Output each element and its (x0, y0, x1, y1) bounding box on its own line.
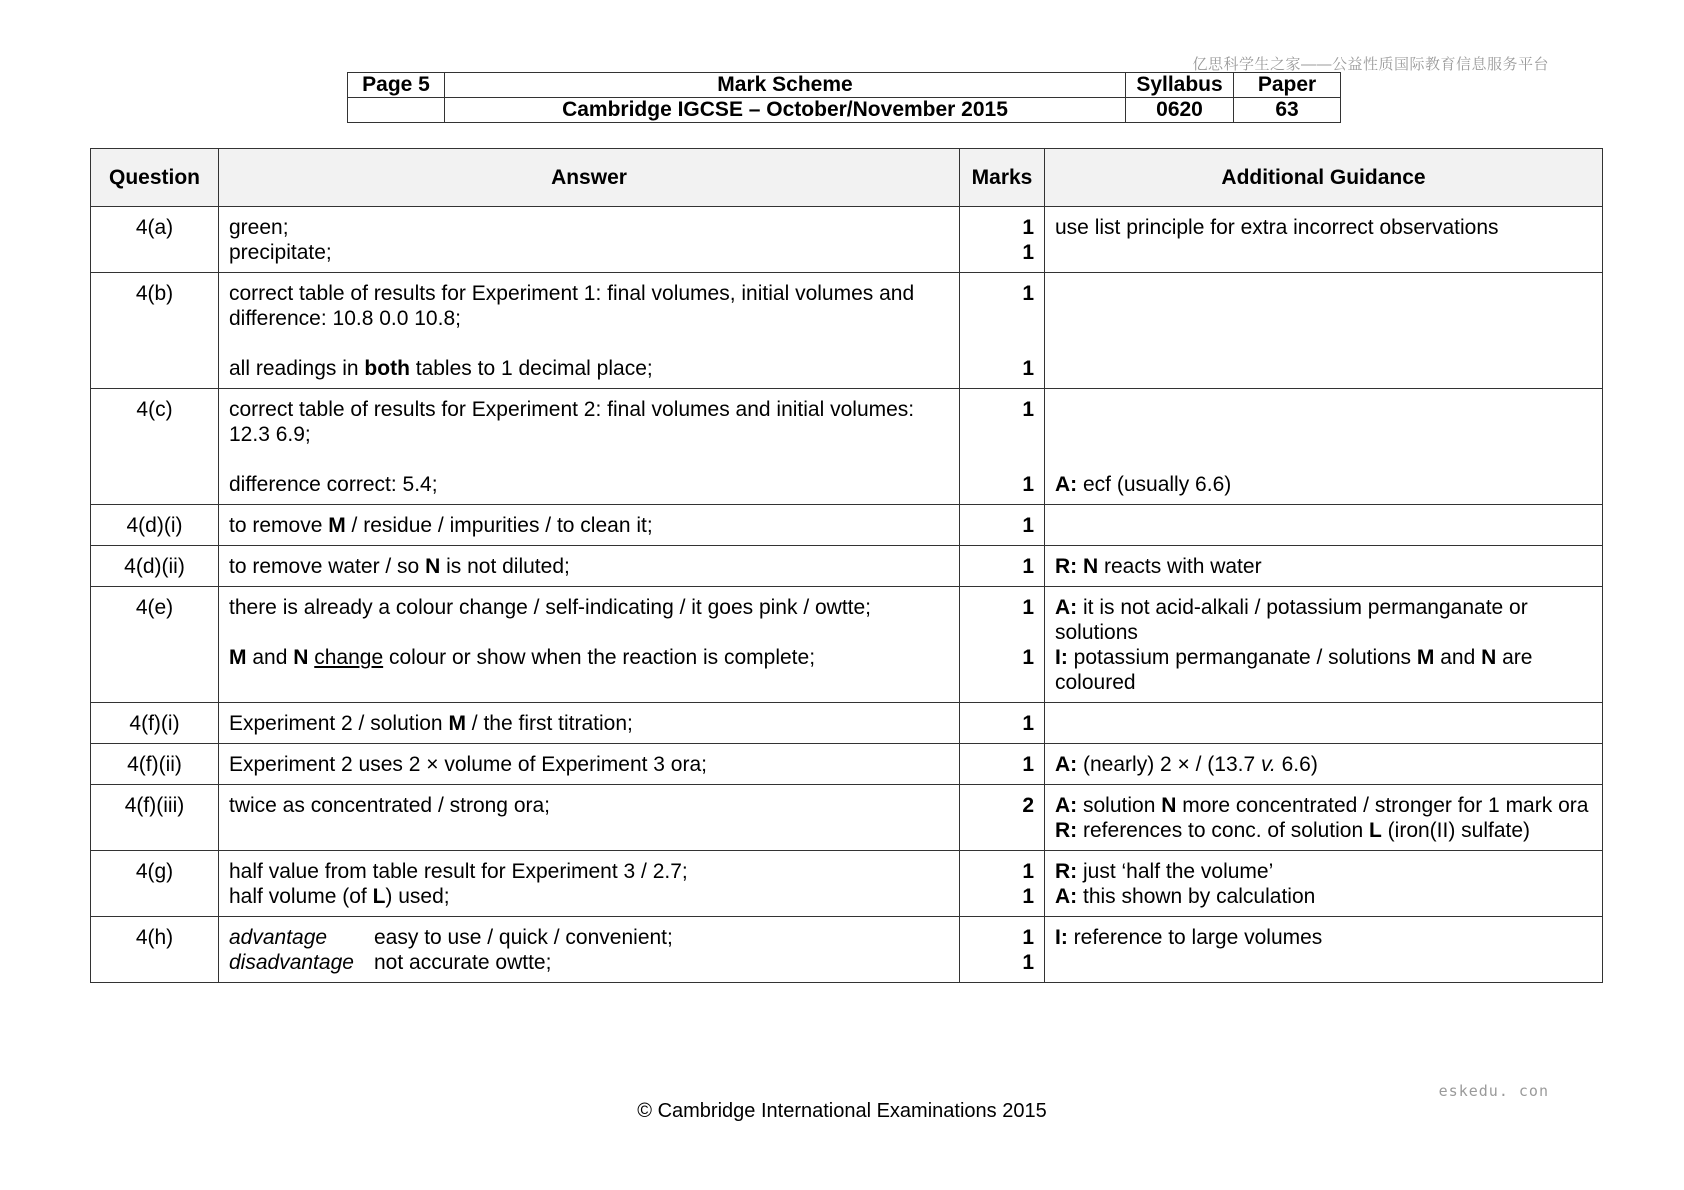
answer-cell: Experiment 2 uses 2 × volume of Experiment 3 ora; (219, 744, 960, 785)
marks-cell: 1 (960, 744, 1045, 785)
question-number: 4(f)(ii) (91, 744, 219, 785)
answer-line: green; (229, 216, 289, 239)
table-row (91, 587, 1603, 703)
marks-cell: 2 (960, 785, 1045, 851)
guidance-cell: R: N reacts with water (1045, 546, 1603, 587)
answer-line: all readings in both tables to 1 decimal place; (229, 357, 653, 380)
guidance-line: A: it is not acid-alkali / potassium permanganate or solutions (1055, 596, 1528, 644)
guidance-cell (1045, 587, 1603, 703)
question-number: 4(c) (91, 389, 219, 505)
header-table (347, 72, 1341, 123)
table-row (91, 851, 1603, 917)
mark-scheme-table (90, 148, 1603, 983)
table-row (91, 389, 1603, 505)
question-number: 4(b) (91, 273, 219, 389)
mark: 1 (1022, 241, 1034, 264)
answer-line: disadvantage not accurate owtte; (229, 951, 552, 974)
guidance-line: I: potassium permanganate / solutions M and N are coloured (1055, 646, 1533, 694)
question-number: 4(h) (91, 917, 219, 983)
paper-number: 63 (1234, 98, 1341, 123)
mark: 1 (1022, 885, 1034, 908)
answer-cell (219, 207, 960, 273)
table-row (91, 744, 1603, 785)
table-row (91, 546, 1603, 587)
document-subtitle: Cambridge IGCSE – October/November 2015 (445, 98, 1126, 123)
answer-cell: Experiment 2 / solution M / the first titration; (219, 703, 960, 744)
column-header-question: Question (91, 149, 219, 207)
answer-cell (219, 389, 960, 505)
table-row (91, 703, 1603, 744)
marks-cell (960, 273, 1045, 389)
answer-line: difference correct: 5.4; (229, 473, 438, 496)
guidance-line: A: ecf (usually 6.6) (1055, 473, 1232, 496)
marks-cell: 1 (960, 703, 1045, 744)
answer-cell (219, 851, 960, 917)
mark: 1 (1022, 926, 1034, 949)
guidance-line: A: solution N more concentrated / stronger for 1 mark ora (1055, 794, 1589, 817)
guidance-cell (1045, 785, 1603, 851)
answer-line: precipitate; (229, 241, 332, 264)
blank-cell (348, 98, 445, 123)
answer-line: correct table of results for Experiment 2: final volumes and initial volumes: 12.3 6.9; (229, 398, 915, 446)
guidance-cell (1045, 505, 1603, 546)
marks-cell (960, 917, 1045, 983)
column-header-answer: Answer (219, 149, 960, 207)
mark: 1 (1022, 282, 1034, 305)
mark: 1 (1022, 473, 1034, 496)
syllabus-code: 0620 (1126, 98, 1234, 123)
column-header-guidance: Additional Guidance (1045, 149, 1603, 207)
guidance-line: R: just ‘half the volume’ (1055, 860, 1274, 883)
table-row (91, 505, 1603, 546)
marks-cell (960, 207, 1045, 273)
answer-cell (219, 273, 960, 389)
column-header-marks: Marks (960, 149, 1045, 207)
table-row (91, 917, 1603, 983)
answer-cell: to remove M / residue / impurities / to clean it; (219, 505, 960, 546)
footer-copyright: © Cambridge International Examinations 2015 (637, 1100, 1047, 1122)
answer-line: there is already a colour change / self-indicating / it goes pink / owtte; (229, 596, 872, 619)
guidance-cell (1045, 207, 1603, 273)
question-number: 4(g) (91, 851, 219, 917)
answer-line: half volume (of L) used; (229, 885, 450, 908)
mark: 1 (1022, 398, 1034, 421)
marks-cell (960, 587, 1045, 703)
table-header-row (91, 149, 1603, 207)
question-number: 4(a) (91, 207, 219, 273)
mark: 1 (1022, 596, 1034, 619)
answer-line: M and N change colour or show when the reaction is complete; (229, 646, 816, 669)
guidance-cell (1045, 703, 1603, 744)
page-number: Page 5 (348, 73, 445, 98)
question-number: 4(d)(i) (91, 505, 219, 546)
answer-cell: to remove water / so N is not diluted; (219, 546, 960, 587)
guidance-cell: I: reference to large volumes (1045, 917, 1603, 983)
guidance-cell (1045, 389, 1603, 505)
paper-label: Paper (1234, 73, 1341, 98)
guidance-cell (1045, 273, 1603, 389)
watermark-top: 亿思科学生之家——公益性质国际教育信息服务平台 (1192, 56, 1549, 73)
answer-line: correct table of results for Experiment 1: final volumes, initial volumes and difference: 10.8 0.0 10.8; (229, 282, 915, 330)
answer-cell (219, 917, 960, 983)
answer-line: advantage easy to use / quick / convenient; (229, 926, 673, 949)
document-title: Mark Scheme (445, 73, 1126, 98)
watermark-bottom: eskedu. con (1438, 1082, 1549, 1100)
guidance-line: use list principle for extra incorrect observations (1055, 216, 1499, 239)
table-row (91, 273, 1603, 389)
mark: 1 (1022, 216, 1034, 239)
marks-cell: 1 (960, 505, 1045, 546)
answer-line: half value from table result for Experiment 3 / 2.7; (229, 860, 688, 883)
question-number: 4(f)(iii) (91, 785, 219, 851)
question-number: 4(d)(ii) (91, 546, 219, 587)
mark: 1 (1022, 951, 1034, 974)
guidance-cell: A: (nearly) 2 × / (13.7 v. 6.6) (1045, 744, 1603, 785)
answer-cell (219, 587, 960, 703)
answer-cell: twice as concentrated / strong ora; (219, 785, 960, 851)
question-number: 4(f)(i) (91, 703, 219, 744)
table-row (91, 207, 1603, 273)
syllabus-label: Syllabus (1126, 73, 1234, 98)
guidance-line: A: this shown by calculation (1055, 885, 1316, 908)
marks-cell (960, 389, 1045, 505)
guidance-cell (1045, 851, 1603, 917)
guidance-line: R: references to conc. of solution L (iron(II) sulfate) (1055, 819, 1531, 842)
mark: 1 (1022, 357, 1034, 380)
mark: 1 (1022, 860, 1034, 883)
table-row (91, 785, 1603, 851)
question-number: 4(e) (91, 587, 219, 703)
marks-cell: 1 (960, 546, 1045, 587)
mark: 1 (1022, 646, 1034, 669)
marks-cell (960, 851, 1045, 917)
